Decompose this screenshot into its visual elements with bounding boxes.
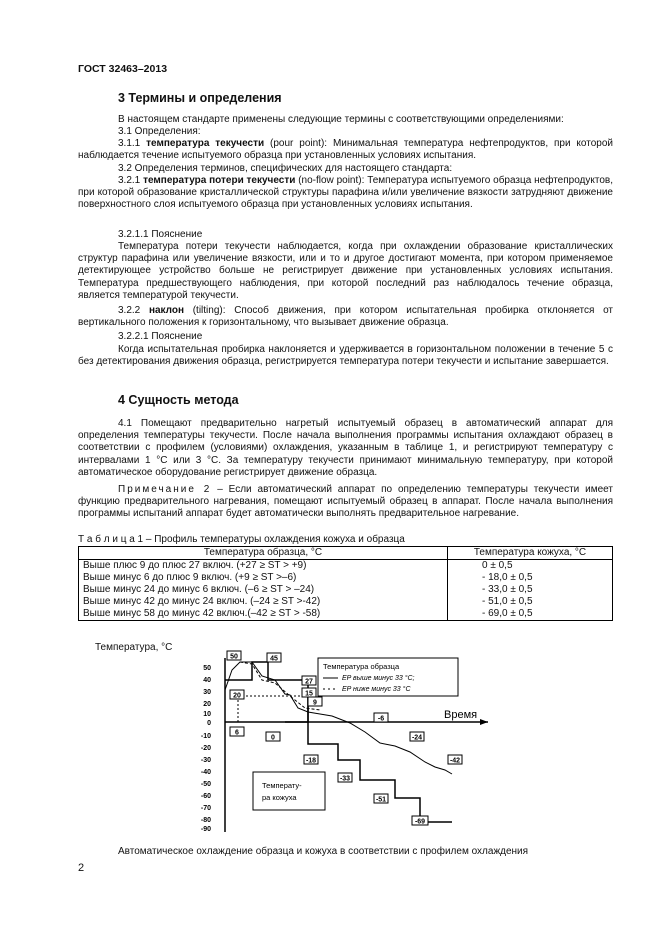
jacket-label-line-2: ра кожуха <box>262 793 297 802</box>
def-no-flow-point: 3.2.1 температура потери текучести (no-flow point): Температура испытуемого образца нефтепродуктов, при которой образование кристаллической структуры парафина и/или увеличение вязкости затрудняют движение поверхностного слоя испытуемого образца при установленных условиях испытания. <box>78 175 613 211</box>
sec4-paragraph: 4.1 Помещают предварительно нагретый испытуемый образец в автоматический аппарат для определения температуры текучести. После начала выполнения программы испытания охлаждают образец в соответствии с профилем (условиями) охлаждения, указанным в таблице 1, и регистрируют температуру с интервалами 1 °С или 3 °С. За температуру текучести принимают минимальную температуру, при которой автоматическое оборудование регистрирует движение образца. <box>78 418 613 478</box>
figure-caption: Автоматическое охлаждение образца и кожуха в соответствии с профилем охлаждения <box>118 846 529 857</box>
legend-line-2: EP ниже минус 33 °С <box>342 686 411 693</box>
table-header-jacket-temp: Температура кожуха, °С <box>448 547 613 560</box>
jacket-label-box <box>253 772 325 810</box>
legend-title: Температура образца <box>323 662 400 671</box>
box-label: -24 <box>411 734 423 742</box>
y-tick: 40 <box>203 677 211 684</box>
y-tick: -30 <box>200 757 211 764</box>
def-pour-point: 3.1.1 температура текучести (pour point): Минимальная температура нефтепродуктов, при которой наблюдается течение испытуемого образца при установленных условиях испытания. <box>78 138 613 162</box>
box-label: 45 <box>270 655 278 663</box>
y-tick: -10 <box>200 733 211 740</box>
table-header-sample-temp: Температура образца, °С <box>79 547 448 560</box>
y-tick: -20 <box>200 745 211 752</box>
def-tilting: 3.2.2 наклон (tilting): Способ движения, при котором испытательная пробирка отклоняется от вертикального положения к горизонтальному, что вызывает движение образца. <box>78 305 613 329</box>
cooling-profile-table <box>78 546 613 621</box>
table-cell: 0 ± 0,5 <box>448 560 613 573</box>
table-cell: - 18,0 ± 0,5 <box>448 572 613 584</box>
sec4-note: Примечание 2 – Если автоматический аппарат по определению температуры текучести имеет функцию предварительного нагревания, помещают испытуемый образец в аппарат. После начала выполнения программы испытаний аппарат будет автоматически выполнять предварительное нагревание. <box>78 484 613 520</box>
y-tick: -90 <box>200 826 211 833</box>
document-header: ГОСТ 32463–2013 <box>78 63 168 75</box>
explanation-heading-2: 3.2.2.1 Пояснение <box>118 331 203 342</box>
sec3-specific-heading: 3.2 Определения терминов, специфических для настоящего стандарта: <box>118 163 453 174</box>
box-label: 50 <box>230 653 238 661</box>
table-cell: Выше плюс 9 до плюс 27 включ. (+27 ≥ ST > +9) <box>79 560 448 573</box>
y-tick: 10 <box>203 711 211 718</box>
sec3-intro: В настоящем стандарте применены следующие термины с соответствующими определениями: <box>118 114 564 125</box>
x-axis-arrow <box>480 719 488 725</box>
table-cell: Выше минус 6 до плюс 9 включ. (+9 ≥ ST >–6) <box>79 572 448 584</box>
box-label: -6 <box>377 715 385 723</box>
y-tick: -60 <box>200 793 211 800</box>
table-caption: Т а б л и ц а 1 – Профиль температуры охлаждения кожуха и образца <box>78 534 405 545</box>
table-cell: - 69,0 ± 0,5 <box>448 608 613 621</box>
box-label: 15 <box>305 690 313 698</box>
explanation-heading-1: 3.2.1.1 Пояснение <box>118 229 203 240</box>
box-label: 20 <box>233 692 241 700</box>
y-tick: -70 <box>200 805 211 812</box>
box-label: -18 <box>305 757 317 765</box>
box-label: -33 <box>339 775 351 783</box>
explanation-text-1: Температура потери текучести наблюдается, когда при охлаждении образование кристаллических структур парафина или увеличение вязкости, или и то и другое достигают момента, при котором применяемое детектирующее устройство больше не регистрирует движение при установленных условиях испытания. Температура предшествующего наблюдения, при которой последний раз наблюдалось течение образца, является температурой текучести. <box>78 241 613 301</box>
table-cell: Выше минус 58 до минус 42 включ.(–42 ≥ ST > -58) <box>79 608 448 621</box>
y-tick: -80 <box>200 817 211 824</box>
y-tick: 30 <box>203 689 211 696</box>
cooling-profile-diagram <box>190 650 490 835</box>
table-cell: Выше минус 24 до минус 6 включ. (–6 ≥ ST > –24) <box>79 584 448 596</box>
legend-line-1: EP выше минус 33 °С; <box>342 675 415 682</box>
jacket-label-line-1: Температу- <box>262 781 302 790</box>
x-axis-label: Время <box>444 709 478 721</box>
y-tick: 20 <box>203 701 211 708</box>
y-tick: 50 <box>203 665 211 672</box>
y-tick: 0 <box>207 720 211 727</box>
section-3-title: 3 Термины и определения <box>118 91 282 105</box>
box-label: -42 <box>449 757 461 765</box>
explanation-text-2: Когда испытательная пробирка наклоняется и удерживается в горизонтальном положении в течение 5 с без детектирования движения образца, регистрируется температура потери текучести и испытание завершается. <box>78 344 613 368</box>
chart-y-label: Температура, °С <box>95 642 173 653</box>
page-number: 2 <box>78 862 85 874</box>
box-label: 9 <box>313 699 317 707</box>
box-label: -51 <box>375 796 387 804</box>
y-tick: -40 <box>200 769 211 776</box>
table-cell: Выше минус 42 до минус 24 включ. (–24 ≥ ST >-42) <box>79 596 448 608</box>
table-cell: - 33,0 ± 0,5 <box>448 584 613 596</box>
section-4-title: 4 Сущность метода <box>118 393 239 407</box>
y-tick-labels <box>201 665 211 833</box>
box-label: -69 <box>414 818 426 826</box>
box-label: 0 <box>271 734 275 742</box>
box-label: 6 <box>235 729 239 737</box>
box-label: 27 <box>305 678 313 686</box>
sec3-definitions-heading: 3.1 Определения: <box>118 126 201 137</box>
y-tick: -50 <box>200 781 211 788</box>
table-cell: - 51,0 ± 0,5 <box>448 596 613 608</box>
